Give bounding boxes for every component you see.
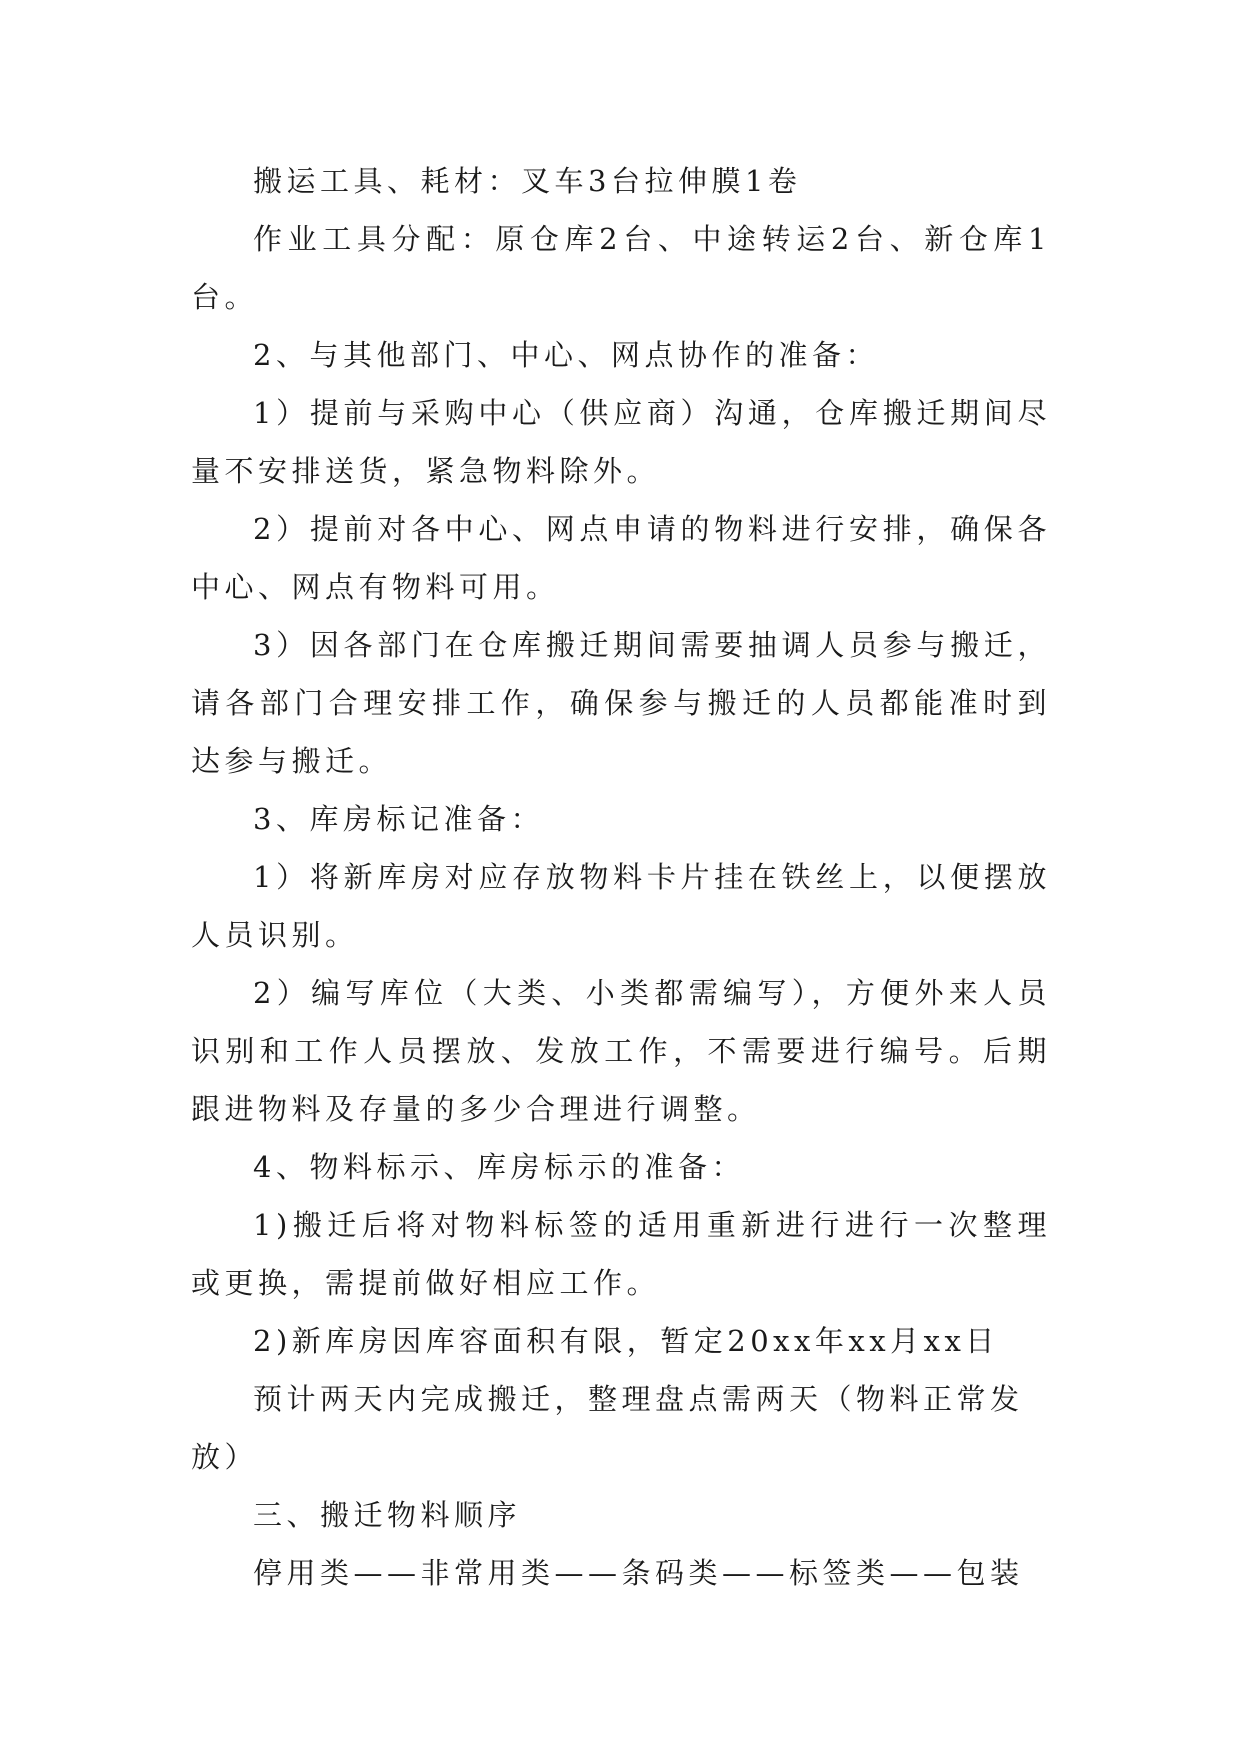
paragraph-cooperation-2: 2）提前对各中心、网点申请的物料进行安排，确保各中心、网点有物料可用。 bbox=[191, 512, 1051, 604]
paragraph-order-sequence: 停用类——非常用类——条码类——标签类——包装 bbox=[253, 1556, 1024, 1590]
document-body bbox=[191, 152, 1051, 1602]
paragraph-labels-1: 1)搬迁后将对物料标签的适用重新进行进行一次整理或更换，需提前做好相应工作。 bbox=[191, 1208, 1051, 1300]
paragraph-tools-materials: 搬运工具、耗材：叉车3台拉伸膜1卷 bbox=[253, 164, 802, 198]
paragraph-marking-1: 1）将新库房对应存放物料卡片挂在铁丝上，以便摆放人员识别。 bbox=[191, 860, 1051, 952]
paragraph-schedule: 预计两天内完成搬迁，整理盘点需两天（物料正常发放） bbox=[191, 1382, 1024, 1474]
section-heading-order: 三、搬迁物料顺序 bbox=[253, 1498, 522, 1532]
paragraph-tool-allocation: 作业工具分配：原仓库2台、中途转运2台、新仓库1台。 bbox=[191, 222, 1051, 314]
section-heading-labels: 4、物料标示、库房标示的准备： bbox=[253, 1150, 745, 1184]
section-heading-cooperation: 2、与其他部门、中心、网点协作的准备： bbox=[253, 338, 879, 372]
section-heading-marking: 3、库房标记准备： bbox=[253, 802, 544, 836]
paragraph-marking-2: 2）编写库位（大类、小类都需编写），方便外来人员识别和工作人员摆放、发放工作，不需要进行编号。后期跟进物料及存量的多少合理进行调整。 bbox=[191, 976, 1051, 1126]
paragraph-cooperation-1: 1）提前与采购中心（供应商）沟通，仓库搬迁期间尽量不安排送货，紧急物料除外。 bbox=[191, 396, 1051, 488]
paragraph-labels-2: 2)新库房因库容面积有限，暂定20xx年xx月xx日 bbox=[253, 1324, 999, 1358]
paragraph-cooperation-3: 3）因各部门在仓库搬迁期间需要抽调人员参与搬迁，请各部门合理安排工作，确保参与搬迁的人员都能准时到达参与搬迁。 bbox=[191, 628, 1051, 778]
